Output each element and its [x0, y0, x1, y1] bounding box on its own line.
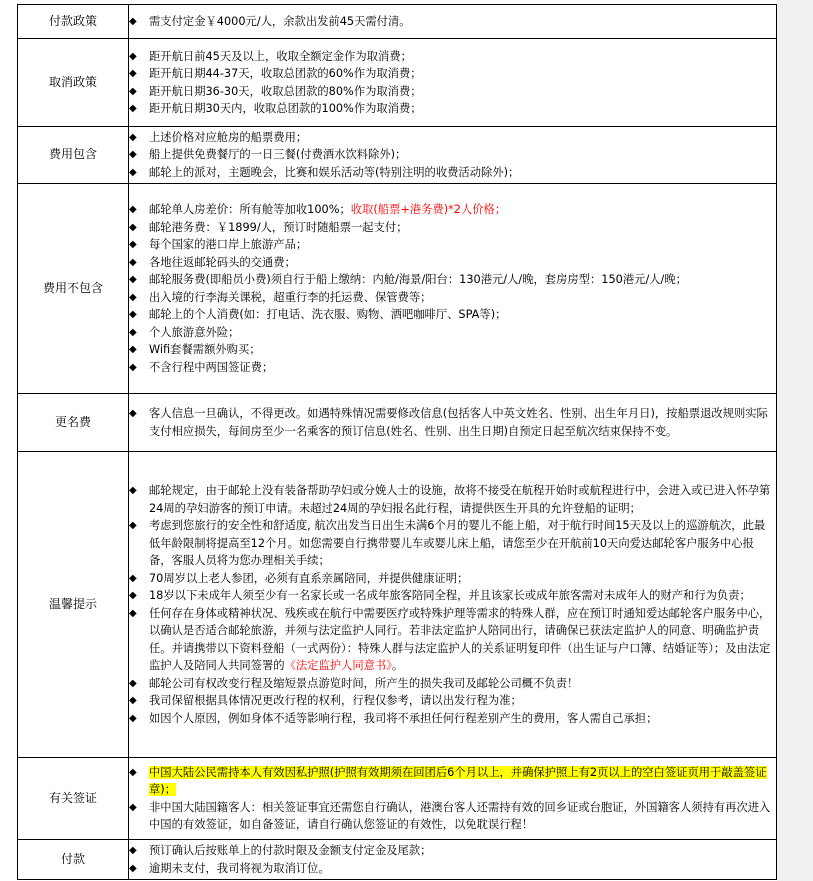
bullet-item [129, 236, 776, 254]
plain-text: 考虑到您旅行的安全性和舒适度, 航次出发当日出生未满6个月的婴儿不能上船，对于航行时间15天及以上的巡游航次，此最低年龄限制将提高至12个月。如您需要自行携带婴儿车或婴儿床上船，请您至少在开航前10天向爱达邮轮客户服务中心报备，客服人员将为您办理相关手续； [149, 519, 766, 567]
diamond-bullet-icon: ◆ [129, 204, 137, 215]
diamond-bullet-icon: ◆ [129, 845, 137, 856]
diamond-bullet-icon: ◆ [129, 361, 137, 373]
diamond-bullet-icon: ◆ [129, 326, 137, 338]
row-label: 费用不包含 [18, 184, 129, 394]
row-visa-info [18, 758, 777, 840]
plain-text: 距开航日期30天内，收取总团款的100%作为取消费； [149, 102, 422, 115]
diamond-bullet-icon: ◆ [129, 256, 137, 268]
bullet-text [149, 100, 776, 118]
row-content [129, 5, 777, 39]
row-warm-tips [18, 452, 777, 758]
bullet-item [129, 675, 776, 693]
bullet-item [129, 799, 776, 834]
bullet-text [149, 710, 776, 728]
bullet-text [149, 587, 776, 605]
plain-text: 个人旅游意外险； [149, 325, 240, 339]
plain-text: 船上提供免费餐厅的一日三餐(付费酒水饮料除外)； [149, 148, 407, 162]
row-content [129, 394, 777, 452]
bullet-item [129, 65, 776, 83]
row-content [129, 758, 777, 840]
bullet-text [149, 570, 776, 588]
diamond-bullet-icon: ◆ [129, 862, 137, 874]
bullet-text [149, 517, 776, 570]
diamond-bullet-icon: ◆ [129, 291, 137, 303]
bullet-item [129, 570, 776, 588]
bullet-text [149, 48, 776, 66]
bullet-text [149, 341, 776, 359]
row-fee-included [18, 127, 777, 184]
bullet-text [149, 289, 776, 307]
bullet-text [149, 405, 776, 440]
bullet-text [149, 164, 776, 182]
bullet-text [149, 201, 776, 219]
bullet-text [149, 860, 776, 878]
row-cancellation-policy [18, 39, 777, 127]
bullet-item [129, 100, 776, 118]
diamond-bullet-icon: ◆ [129, 520, 137, 531]
bullet-item [129, 289, 776, 307]
bullet-text [149, 359, 776, 377]
row-label: 更名费 [18, 394, 129, 452]
diamond-bullet-icon: ◆ [129, 131, 137, 143]
diamond-bullet-icon: ◆ [129, 801, 137, 813]
diamond-bullet-icon: ◆ [129, 15, 137, 27]
bullet-text [149, 219, 776, 237]
diamond-bullet-icon: ◆ [129, 239, 137, 250]
terms-table [17, 4, 777, 880]
bullet-text [149, 799, 776, 834]
plain-text: 任何存在身体或精神状况、残疾或在航行中需要医疗或特殊护理等需求的特殊人群，应在预订时通知爱达邮轮客户服务中心，以确认是否适合邮轮旅游，并须与法定监护人同行。若非法定监护人陪同出行，请确保已获法定监护人的同意、明确监护责任。并请携带以下资料登船（一式两份）：特殊人群与法定监护人的关系证明复印件（出生证与户口簿、结婚证等）；及由法定监护人及陪同人共同签署的 [149, 606, 771, 672]
bullet-item [129, 842, 776, 860]
red-emphasis-text: 《法定监护人同意书》 [284, 659, 392, 672]
row-label: 付款政策 [18, 5, 129, 39]
bullet-item [129, 129, 776, 147]
bullet-item [129, 324, 776, 342]
plain-text: 预订确认后按账单上的付款时限及金额支付定金及尾款； [149, 844, 432, 857]
diamond-bullet-icon: ◆ [129, 85, 137, 97]
bullet-text [149, 842, 776, 860]
plain-text: 18岁以下未成年人须至少有一名家长或一名成年旅客陪同全程，并且该家长或成年旅客需对未成年人的财产和行为负责； [149, 589, 751, 602]
diamond-bullet-icon: ◆ [129, 344, 137, 355]
tail-text: 。 [391, 659, 404, 672]
row-payment [18, 840, 777, 880]
plain-text: 需支付定金￥4000元/人，余款出发前45天需付清。 [149, 14, 411, 28]
plain-text: 距开航日期44-37天，收取总团款的60%作为取消费； [149, 67, 422, 80]
plain-text: 70周岁以上老人参团，必须有直系亲属陪同，并提供健康证明； [149, 571, 469, 585]
bullet-text [149, 324, 776, 342]
bullet-item [129, 710, 776, 728]
plain-text: 各地往返邮轮码头的交通费； [149, 255, 296, 269]
row-label: 取消政策 [18, 39, 129, 127]
diamond-bullet-icon: ◆ [129, 607, 137, 619]
row-label: 付款 [18, 840, 129, 880]
diamond-bullet-icon: ◆ [129, 103, 137, 114]
plain-text: 邮轮上的个人消费(如：打电话、洗衣服、购物、酒吧咖啡厅、SPA等)； [149, 308, 507, 321]
diamond-bullet-icon: ◆ [129, 309, 137, 320]
diamond-bullet-icon: ◆ [129, 485, 137, 496]
bullet-item [129, 692, 776, 710]
diamond-bullet-icon: ◆ [129, 677, 137, 689]
bullet-item [129, 254, 776, 272]
highlighted-text: 中国大陆公民需持本人有效因私护照(护照有效期须在回团后6个月以上，并确保护照上有2页以上的空白签证页用于敲盖签证章)； [149, 765, 767, 796]
diamond-bullet-icon: ◆ [129, 766, 137, 778]
plain-text: 邮轮服务费(即船员小费)须自行于船上缴纳：内舱/海景/阳台：130港元/人/晚，套房房型：150港元/人/晚； [149, 273, 687, 286]
plain-text: 每个国家的港口岸上旅游产品； [149, 238, 308, 251]
bullet-item [129, 83, 776, 101]
bullet-text [149, 13, 776, 31]
bullet-item [129, 517, 776, 570]
diamond-bullet-icon: ◆ [129, 408, 137, 419]
plain-text: 距开航日前45天及以上，收取全额定金作为取消费； [149, 49, 412, 63]
bullet-item [129, 201, 776, 219]
bullet-text [149, 129, 776, 147]
plain-text: 不含行程中两国签证费； [149, 360, 274, 374]
bullet-text [149, 306, 776, 324]
bullet-text [149, 254, 776, 272]
row-label: 费用包含 [18, 127, 129, 184]
row-name-change-fee [18, 394, 777, 452]
row-payment-policy [18, 5, 777, 39]
diamond-bullet-icon: ◆ [129, 149, 137, 161]
bullet-text [149, 692, 776, 710]
bullet-item [129, 48, 776, 66]
plain-text: 距开航日期36-30天，收取总团款的80%作为取消费； [149, 84, 422, 98]
diamond-bullet-icon: ◆ [129, 712, 137, 724]
row-content [129, 840, 777, 880]
bullet-item [129, 271, 776, 289]
plain-text: 邮轮公司有权改变行程及缩短景点游览时间，所产生的损失我司及邮轮公司概不负责！ [149, 676, 579, 690]
bullet-item [129, 13, 776, 31]
plain-text: 邮轮单人房差价：所有舱等加收100%； [149, 203, 351, 216]
bullet-text [149, 764, 776, 799]
bullet-item [129, 306, 776, 324]
bullet-text [149, 271, 776, 289]
bullet-item [129, 482, 776, 517]
row-content [129, 127, 777, 184]
diamond-bullet-icon: ◆ [129, 695, 137, 706]
row-content [129, 452, 777, 758]
plain-text: 邮轮港务费：￥1899/人，预订时随船票一起支付； [149, 220, 408, 234]
row-label: 有关签证 [18, 758, 129, 840]
right-gutter [777, 0, 813, 881]
row-content [129, 39, 777, 127]
bullet-text [149, 83, 776, 101]
bullet-item [129, 164, 776, 182]
bullet-item [129, 405, 776, 440]
plain-text: 逾期未支付，我司将视为取消订位。 [149, 861, 330, 875]
diamond-bullet-icon: ◆ [129, 590, 137, 601]
plain-text: 非中国大陆国籍客人：相关签证事宜还需您自行确认，港澳台客人还需持有效的回乡证或台胞证，外国籍客人须持有再次进入中国的有效签证，如自备签证，请自行确认您签证的有效性，以免耽误行程！ [149, 800, 771, 831]
diamond-bullet-icon: ◆ [129, 274, 137, 285]
plain-text: 上述价格对应舱房的船票费用； [149, 130, 308, 144]
diamond-bullet-icon: ◆ [129, 68, 137, 79]
bullet-item [129, 860, 776, 878]
bullet-text [149, 146, 776, 164]
bullet-text [149, 236, 776, 254]
row-fee-excluded [18, 184, 777, 394]
bullet-item [129, 605, 776, 675]
bullet-item [129, 146, 776, 164]
diamond-bullet-icon: ◆ [129, 50, 137, 62]
diamond-bullet-icon: ◆ [129, 572, 137, 584]
bullet-item [129, 219, 776, 237]
red-emphasis-text: 收取(船票+港务费)*2人价格； [350, 203, 507, 216]
bullet-item [129, 764, 776, 799]
plain-text: 如因个人原因，例如身体不适等影响行程，我司将不承担任何行程差别产生的费用，客人需自己承担； [149, 711, 658, 725]
bullet-text [149, 482, 776, 517]
plain-text: 我司保留根据具体情况更改行程的权利，行程仅参考，请以出发行程为准； [149, 694, 522, 707]
bullet-text [149, 675, 776, 693]
row-label: 温馨提示 [18, 452, 129, 758]
bullet-text [149, 65, 776, 83]
bullet-text [149, 605, 776, 675]
plain-text: Wifi套餐需额外购买； [149, 343, 261, 356]
diamond-bullet-icon: ◆ [129, 166, 137, 178]
plain-text: 客人信息一旦确认，不得更改。如遇特殊情况需要修改信息(包括客人中英文姓名、性别、出生年月日)，按船票退改规则实际支付相应损失，每间房至少一名乘客的预订信息(姓名、性别、出生日期)自预定日起至航次结束保持不变。 [149, 407, 768, 438]
bullet-item [129, 341, 776, 359]
bullet-item [129, 359, 776, 377]
row-content [129, 184, 777, 394]
plain-text: 出入境的行李海关课税，超重行李的托运费、保管费等； [149, 290, 432, 304]
bullet-item [129, 587, 776, 605]
plain-text: 邮轮规定，由于邮轮上没有装备帮助孕妇或分娩人士的设施，故将不接受在航程开始时或航程进行中，会进入或已进入怀孕第24周的孕妇游客的预订申请。未超过24周的孕妇报名此行程，请提供医生开具的允许登船的证明； [149, 484, 771, 515]
plain-text: 邮轮上的派对，主题晚会，比赛和娱乐活动等(特别注明的收费活动除外)； [149, 165, 520, 179]
diamond-bullet-icon: ◆ [129, 221, 137, 233]
